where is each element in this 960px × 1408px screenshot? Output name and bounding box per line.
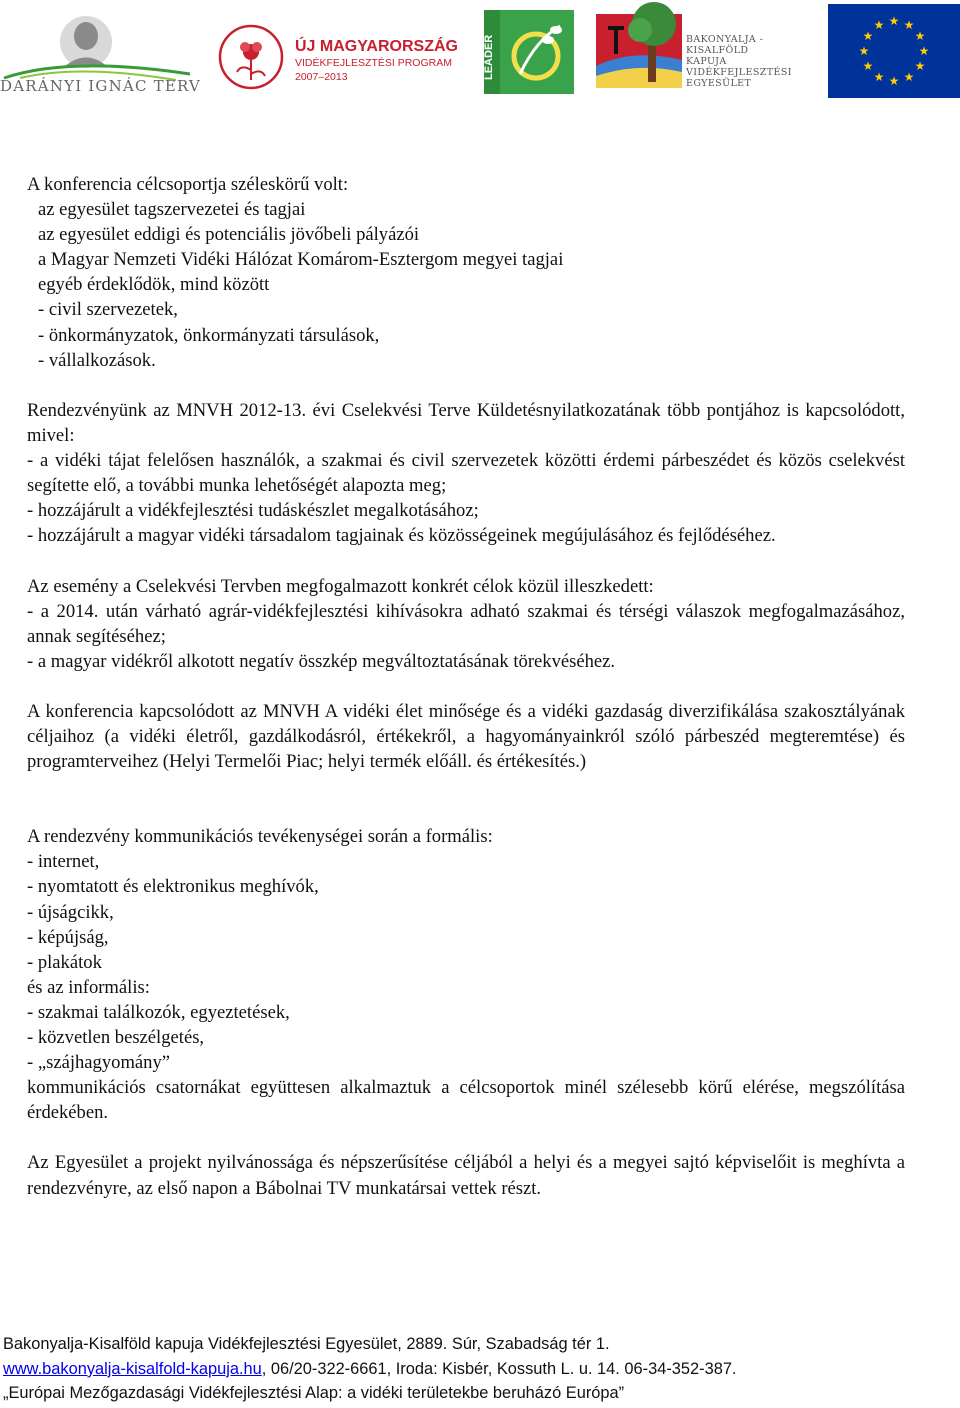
umvp-subtitle: VIDÉKFEJLESZTÉSI PROGRAM	[295, 57, 452, 69]
list-item: - szakmai találkozók, egyeztetések,	[27, 1001, 290, 1023]
action-plan-point: - hozzájárult a vidékfejlesztési tudáskészlet megalkotásához;	[27, 500, 479, 522]
footer-contact-line	[3, 1357, 953, 1382]
header-logos	[0, 0, 960, 105]
informal-intro: és az informális:	[27, 976, 150, 998]
communication-outro: kommunikációs csatornákat együttesen alkalmaztuk a célcsoportok minél szélesebb körű elérése, megszólítása érdekében.	[27, 1077, 905, 1124]
list-item: az egyesület eddigi és potenciális jövőbeli pályázói	[38, 224, 420, 246]
svg-text:★: ★	[862, 29, 874, 43]
rose-emblem-icon	[215, 22, 290, 92]
list-item: a Magyar Nemzeti Vidéki Hálózat Komárom-Esztergom megyei tagjai	[38, 249, 564, 271]
list-item: - önkormányzatok, önkormányzati társulások,	[38, 324, 380, 346]
goal-point: - a 2014. után várható agrár-vidékfejlesztési kihívásokra adható szakmai és térségi válaszok megfogalmazásához, annak segítéséhez;	[27, 600, 905, 647]
goals-intro: Az esemény a Cselekvési Tervben megfogalmazott konkrét célok közül illeszkedett:	[27, 575, 654, 597]
svg-text:★: ★	[888, 14, 900, 28]
bakonyalja-kisalfold-logo	[594, 0, 792, 92]
list-item: - nyomtatott és elektronikus meghívók,	[27, 876, 319, 898]
svg-text:★: ★	[914, 29, 926, 43]
action-plan-paragraph: Rendezvényünk az MNVH 2012-13. évi Cselekvési Terve Küldetésnyilatkozatának több pontjához is kapcsolódott, mivel:	[27, 399, 905, 446]
action-plan-point: - a vidéki tájat felelősen használók, a szakmai és civil szervezetek közötti érdemi párbeszédet és közös cselekvést segítette elő, a további munka lehetőségét alapozta meg;	[27, 450, 905, 497]
target-group-intro: A konferencia célcsoportja széleskörű volt:	[27, 174, 349, 195]
daranyi-ignac-terv-logo	[0, 12, 201, 97]
press-paragraph: Az Egyesület a projekt nyilvánossága és népszerűsítése céljából a helyi és a megyei sajtó képviselőit is meghívta a rendezvényre, az első napon a Bábolnai TV munkatársai vettek részt.	[27, 1152, 905, 1199]
communication-intro: A rendezvény kommunikációs tevékenységei során a formális:	[27, 826, 493, 848]
goal-point: - a magyar vidékről alkotott negatív összkép megváltoztatásának törekvéséhez.	[27, 650, 616, 672]
footer-slogan: „Európai Mezőgazdasági Vidékfejlesztési Alap: a vidéki területekbe beruházó Európa”	[3, 1384, 625, 1402]
list-item: - újságcikk,	[27, 901, 114, 923]
eu-flag-icon	[828, 4, 960, 98]
list-item: - plakátok	[27, 951, 102, 973]
list-item: - „szájhagyomány”	[27, 1052, 171, 1074]
section-link-paragraph: A konferencia kapcsolódott az MNVH A vidéki élet minősége és a vidéki gazdaság diverzifikálása szakosztályának céljaihoz (a vidéki életről, gazdálkodásról, értékekről, a hagyományainkról szóló párbeszéd megteremtése) és programterveihez (Helyi Termelői Piac; helyi termék előáll. és értékesítés.)	[27, 700, 905, 773]
tree-emblem-icon	[594, 0, 684, 92]
list-item: - közvetlen beszélgetés,	[27, 1027, 205, 1048]
footer-address: Bakonyalja-Kisalföld kapuja Vidékfejlesztési Egyesület, 2889. Súr, Szabadság tér 1.	[3, 1335, 610, 1353]
svg-text:★: ★	[888, 74, 900, 88]
list-item: - civil szervezetek,	[38, 299, 178, 321]
eu-flag-logo	[828, 4, 960, 98]
page-footer	[3, 1332, 953, 1406]
svg-text:★: ★	[903, 70, 915, 84]
daranyi-lettering: DARÁNYI IGNÁC TERV	[0, 77, 201, 95]
leader-emblem-icon	[484, 10, 574, 94]
leader-lettering: LEADER	[484, 34, 495, 80]
svg-text:★: ★	[862, 59, 874, 73]
website-link[interactable]: www.bakonyalja-kisalfold-kapuja.hu	[3, 1359, 262, 1378]
action-plan-point: - hozzájárult a magyar vidéki társadalom tagjainak és közösségeinek megújulásához és fejlődéséhez.	[27, 525, 776, 547]
footer-contact: , 06/20-322-6661, Iroda: Kisbér, Kossuth L. u. 14. 06-34-352-387.	[261, 1359, 737, 1378]
bakonyalja-lettering: BAKONYALJA - KISALFÖLD KAPUJA VIDÉKFEJLESZTÉSI EGYESÜLET	[686, 34, 792, 89]
svg-text:★: ★	[873, 18, 885, 32]
umvp-title: ÚJ MAGYARORSZÁG	[295, 38, 458, 55]
list-item: az egyesület tagszervezetei és tagjai	[38, 199, 306, 221]
svg-text:★: ★	[918, 44, 930, 58]
list-item: - képújság,	[27, 926, 109, 948]
svg-text:★: ★	[903, 18, 915, 32]
svg-text:★: ★	[873, 70, 885, 84]
document-body	[27, 172, 905, 1201]
list-item: - internet,	[27, 851, 100, 873]
portrait-icon	[0, 12, 195, 82]
leader-logo	[484, 10, 574, 94]
list-item: - vállalkozások.	[38, 349, 156, 371]
list-item: egyéb érdeklődök, mind között	[38, 274, 270, 296]
svg-text:★: ★	[858, 44, 870, 58]
uj-magyarorszag-logo	[215, 22, 458, 92]
svg-text:★: ★	[914, 59, 926, 73]
umvp-years: 2007–2013	[295, 71, 348, 83]
target-group-list	[27, 197, 905, 373]
